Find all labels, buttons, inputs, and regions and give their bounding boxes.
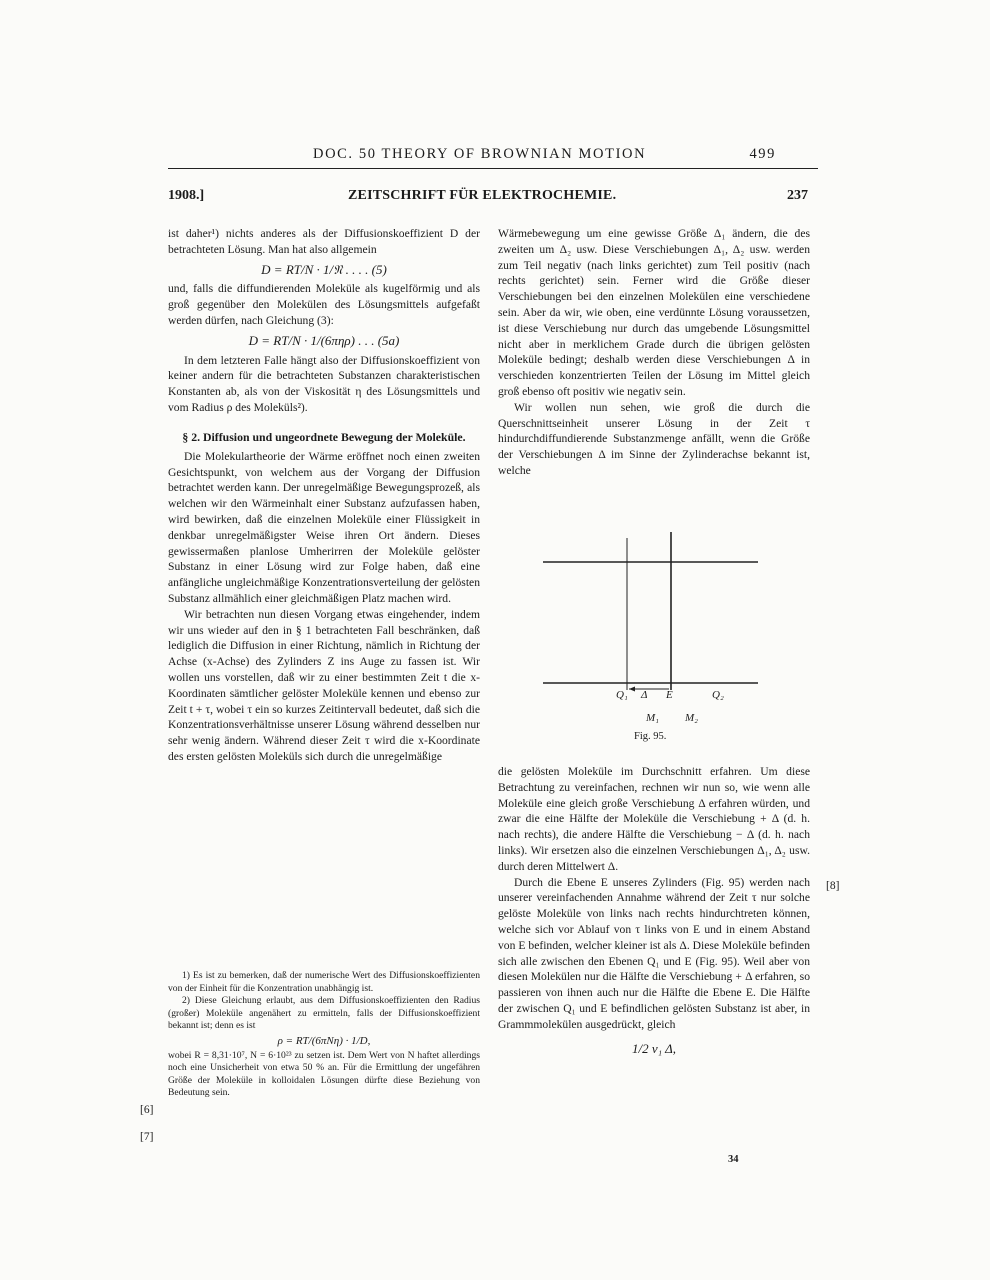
delta-arrowhead [629, 687, 635, 692]
left-paragraph-2: und, falls die diffundierenden Moleküle als kugelförmig und als groß gegenüber den Molekülen des Lösungsmittels aufgefaßt werden dürfen, nach Gleichung (3): [168, 282, 480, 327]
margin-note-6: [6] [140, 1104, 154, 1116]
left-paragraph-1: ist daher¹) nichts anderes als der Diffusionskoeffizient D der betrachteten Lösung. Man hat also allgemein [168, 227, 480, 256]
label-m2: M₂ [685, 712, 698, 724]
footnote-block [168, 970, 480, 1100]
footnote-2: 2) Diese Gleichung erlaubt, aus dem Diffusionskoeffizienten den Radius (großer) Moleküle angenähert zu ermitteln, falls der Diffusionskoeffizient bekannt ist; denn es ist [168, 995, 480, 1032]
page-number: 499 [749, 146, 776, 162]
left-paragraph-4: Die Molekulartheorie der Wärme eröffnet noch einen zweiten Gesichtspunkt, von welchem aus der Vorgang der Diffusion betrachtet werden kann. Der unregelmäßige Bewegungsprozeß, als welchen wir den Wärmeinhalt einer Substanz aufzufassen haben, wird bewirken, daß die einzelnen Moleküle einer Flüssigkeit in denkbar unregelmäßigster Weise ihren Ort ändern. Dieses gewissermaßen planlose Umherirren der Moleküle gelöster Substanz in einer Lösung wird zur Folge haben, daß eine anfängliche ungleichmäßige Konzentrationsverteilung der gelösten Substanz allmählich einer gleichmäßigen Platz machen wird. [168, 449, 480, 605]
left-paragraph-3: In dem letzteren Falle hängt also der Diffusionskoeffizient von keiner andern für die betrachteten Substanzen charakteristischen Konstanten ab, als von der Viskosität η des Lösungsmittels und vom Radius ρ des Moleküls²). [168, 353, 480, 414]
right-column-top [498, 226, 810, 479]
journal-year: 1908.] [168, 188, 205, 203]
right-paragraph-4: Durch die Ebene E unseres Zylinders (Fig. 95) werden nach unserer vereinfachenden Annahme während der Zeit τ nur solche gelöste Moleküle von links nach rechts hindurchtreten können, welche sich vor Ablauf von τ links von E und in einem Abstand von E befinden, welcher kleiner ist als Δ. Diese Moleküle befinden sich alle zwischen den Ebenen Q₁ und E (Fig. 95). Weil aber von diesen Molekülen nur die Hälfte die Verschiebung + Δ erfahren, so passieren von ihnen auch nur die Hälfte die Ebene E. Die Hälfte der zwischen Q₁ und E befindlichen gelösten Substanz ist aber, in Grammmolekülen ausgedrückt, gleich [498, 875, 810, 1031]
footnote-equation: ρ = RT/(6πNη) · 1/D, [277, 1034, 371, 1047]
label-q2: Q₂ [712, 689, 724, 701]
margin-note-7: [7] [140, 1131, 154, 1143]
left-paragraph-5: Wir betrachten nun diesen Vorgang etwas eingehender, indem wir uns wieder auf den in § 1 betrachteten Fall beschränken, daß lediglich die Diffusion in einer Richtung, nämlich in Richtung der Achse (x-Achse) des Zylinders Z ins Auge zu fassen ist. Wir wollen uns vorstellen, daß wir zu einer bestimmten Zeit t die x-Koordinaten sämtlicher gelöster Moleküle kennen und ebenso zur Zeit t + τ, wobei τ ein so kurzes Zeitintervall bedeutet, daß sich die Konzentrationsverhältnisse unserer Lösung während desselben nur sehr wenig ändern. Während dieser Zeit τ wird die x-Koordinate des ersten gelösten Moleküls sich durch die unregelmäßige [168, 607, 480, 763]
running-title: DOC. 50 THEORY OF BROWNIAN MOTION [313, 146, 647, 162]
journal-header [168, 188, 818, 208]
footnote-1: 1) Es ist zu bemerken, daß der numerische Wert des Diffusionskoeffizienten von der Einheit für die Konzentration unabhängig ist. [168, 970, 480, 994]
running-header [168, 144, 818, 169]
figure-caption: Fig. 95. [634, 731, 667, 742]
label-delta: Δ [641, 689, 648, 701]
label-q1: Q₁ [616, 689, 628, 701]
right-equation: 1/2 ν₁ Δ, [631, 1040, 677, 1056]
right-paragraph-1: Wärmebewegung um eine gewisse Größe Δ₁ ändern, die des zweiten um Δ₂ usw. Diese Verschiebungen Δ₁, Δ₂ usw. werden zum Teil negativ (nach links gerichtet) zum Teil positiv (nach rechts gerichtet) sein. Ferner wird die Größe dieser Verschiebungen bei den einzelnen Molekülen eine verschiedene sein. Aber da wir, wie oben, eine verdünnte Lösung voraussetzen, ist diese Verschiebung nur durch das umgebende Lösungsmittel nicht aber in merklichem Grade durch die übrigen gelösten Moleküle bedingt; deshalb werden diese Verschiebungen Δ in verschieden konzentrierten Teilen der Lösung im Mittel gleich groß ebenso oft positiv wie negativ sein. [498, 227, 810, 398]
label-e: E [666, 689, 673, 701]
signature-mark: 34 [728, 1154, 739, 1165]
label-m1: M₁ [646, 712, 659, 724]
right-paragraph-2: Wir wollen nun sehen, wie groß die durch die Querschnittseinheit unserer Lösung in der Zeit τ hindurchdiffundierende Substanzmenge anfällt, wenn die Größe der Verschiebungen Δ im Sinne der Zylinderachse bekannt ist, welche [498, 400, 810, 477]
left-column [168, 226, 480, 765]
section-heading: § 2. Diffusion und ungeordnete Bewegung der Moleküle. [182, 429, 466, 444]
footnote-3: wobei R = 8,31·10⁷, N = 6·10²³ zu setzen ist. Dem Wert von N haftet allerdings noch eine Unsicherheit von etwa 50 % an. Für die Ermittlung der ungefähren Größe der Moleküle in kolloidalen Lösungen dürfte diese Beziehung von Bedeutung sein. [168, 1049, 480, 1099]
equation-5a: D = RT/N · 1/(6πηρ) . . . (5a) [248, 332, 400, 348]
journal-page: 237 [787, 188, 808, 203]
right-paragraph-3: die gelösten Moleküle im Durchschnitt erfahren. Um diese Betrachtung zu vereinfachen, rechnen wir nun so, wie wenn alle Moleküle eine gleich große Verschiebung Δ erfahren würden, und zwar die eine Hälfte der Moleküle die Verschiebung + Δ (d. h. nach rechts), die andere Hälfte die Verschiebung − Δ (d. h. nach links). Wir ersetzen also die einzelnen Verschiebungen Δ₁, Δ₂ usw. durch deren Mittelwert Δ. [498, 765, 810, 873]
equation-5: D = RT/N · 1/𝔑 . . . . (5) [261, 261, 387, 277]
margin-note-8: [8] [826, 880, 840, 892]
journal-title: ZEITSCHRIFT FÜR ELEKTROCHEMIE. [348, 188, 617, 203]
footnotes [168, 970, 480, 1100]
figure-95 [498, 530, 810, 760]
right-column-bottom [498, 764, 810, 1060]
